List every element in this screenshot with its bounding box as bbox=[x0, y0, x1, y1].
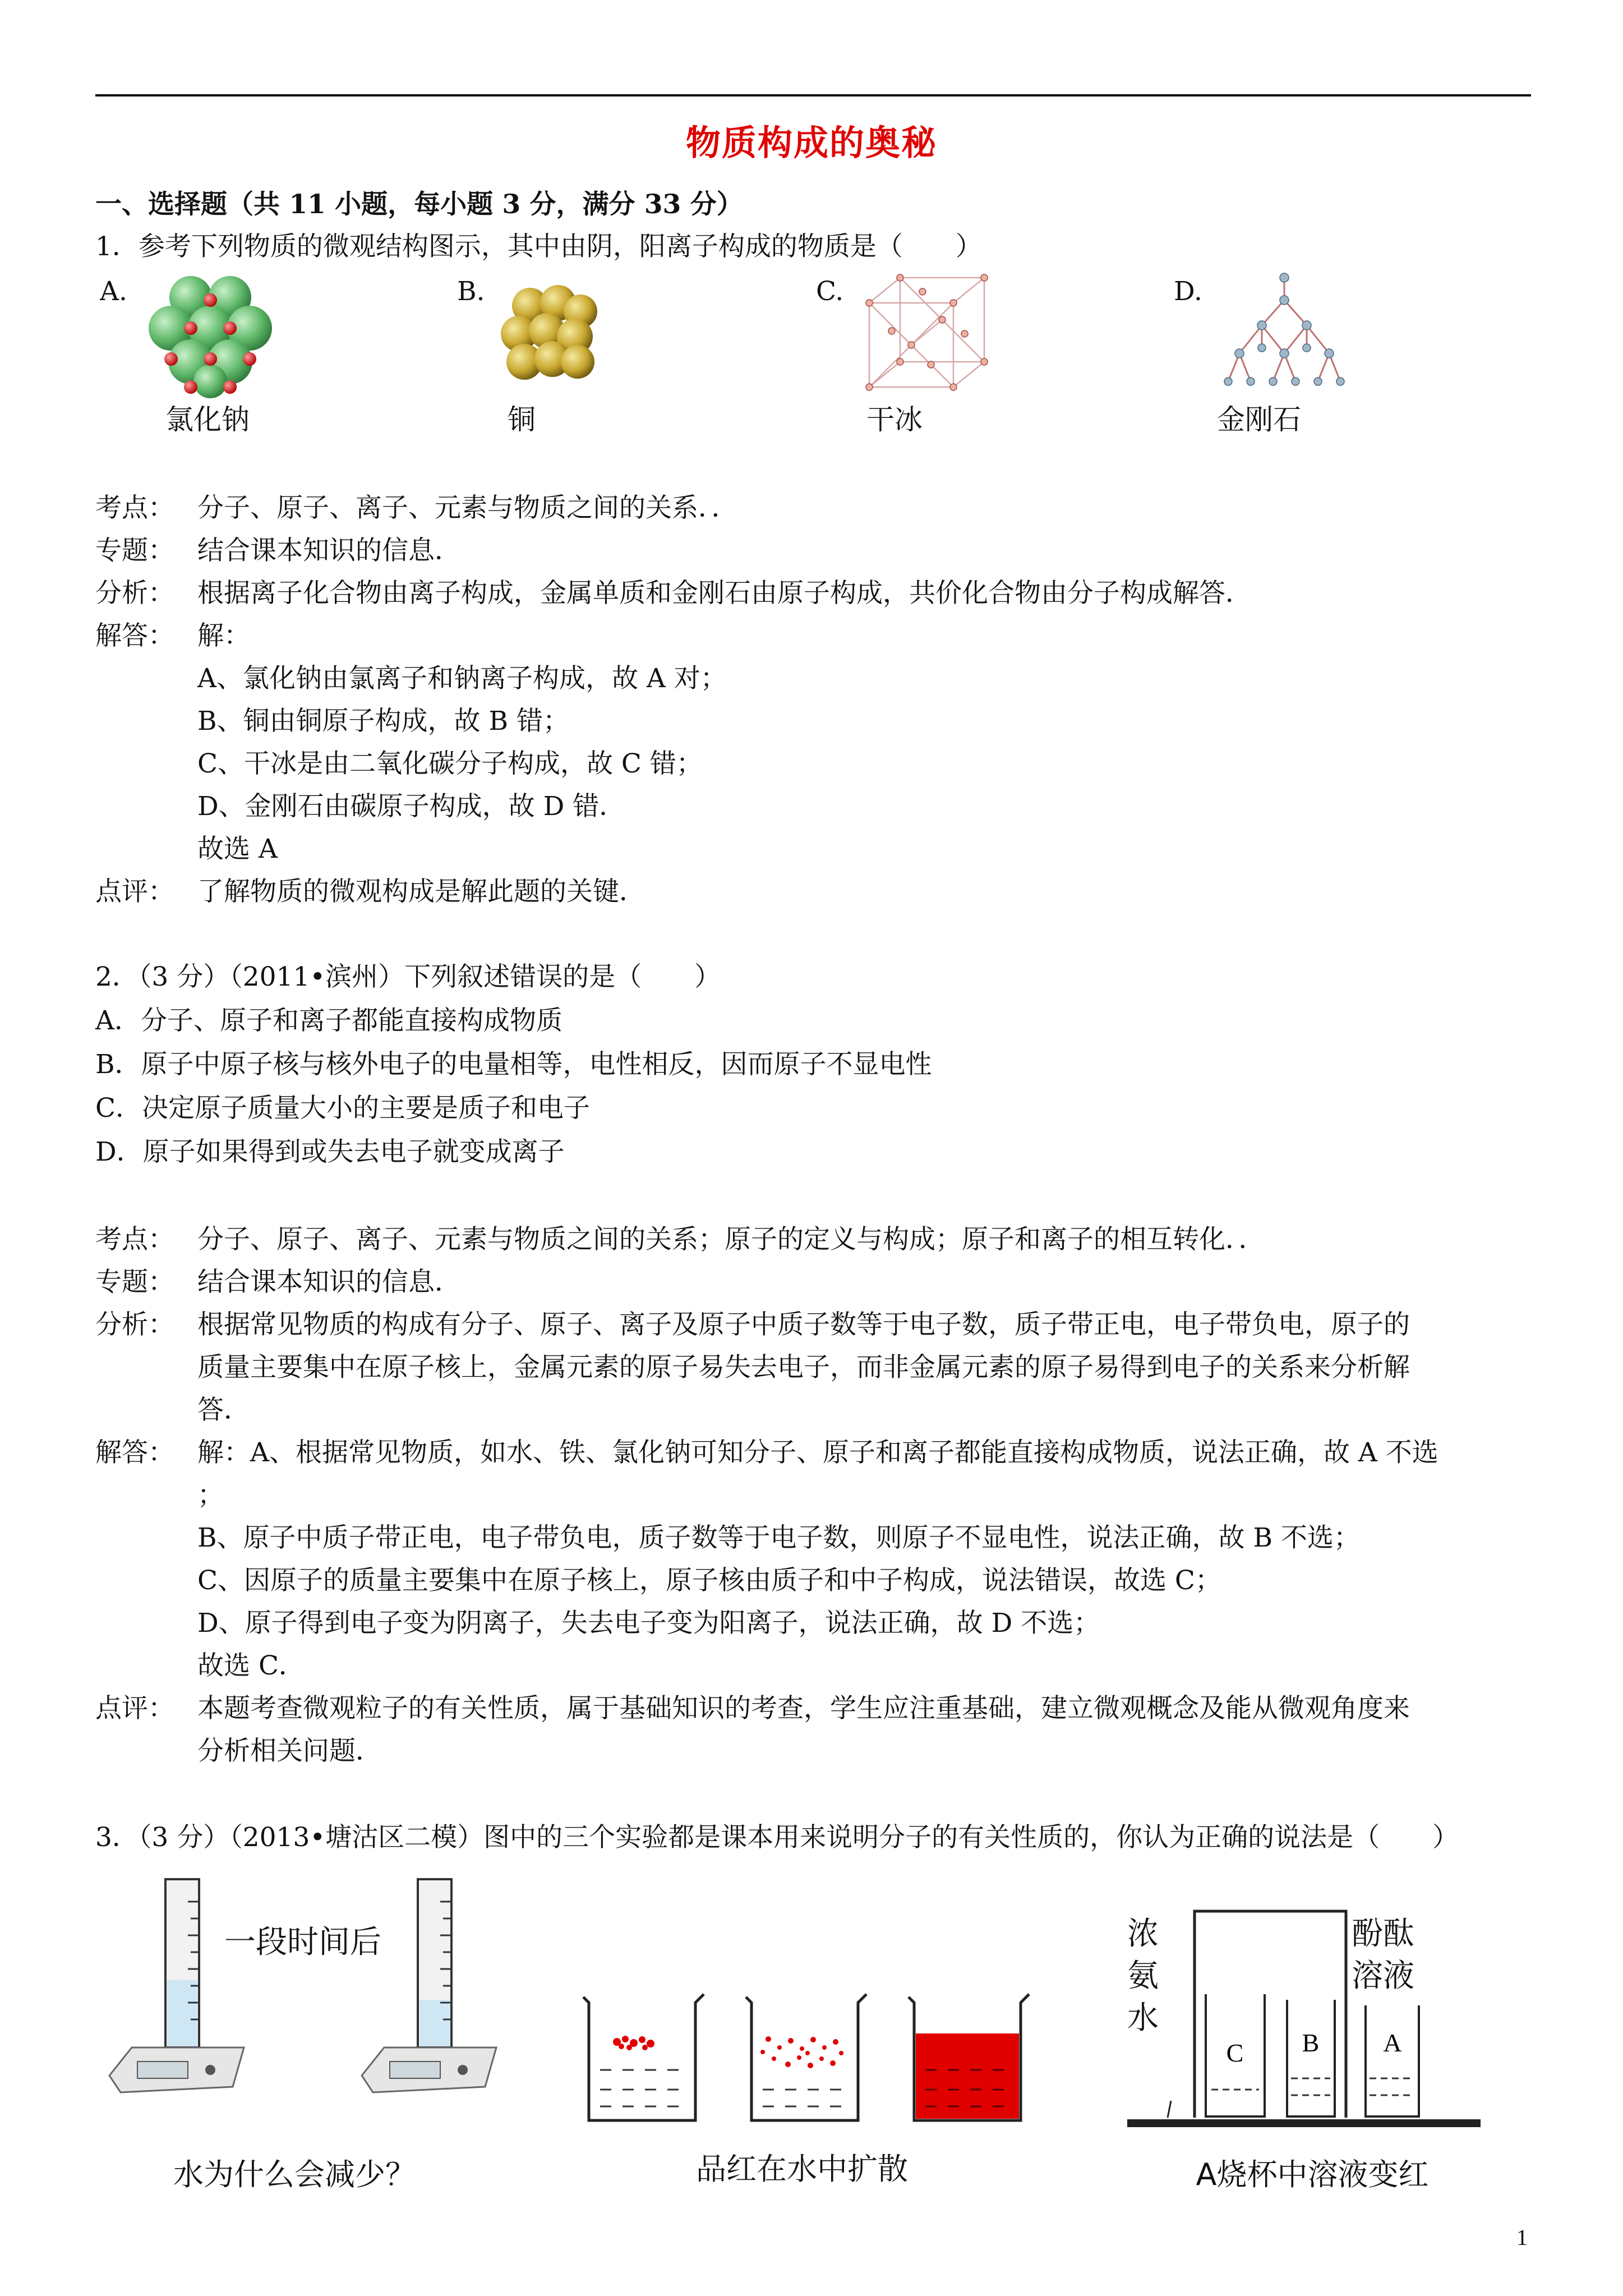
q2-zhuanti-label: 专题： bbox=[95, 1267, 174, 1297]
q1-option-a-letter: A. bbox=[100, 276, 127, 307]
q1-zhuanti-label: 专题： bbox=[95, 535, 174, 566]
sodium-chloride-structure-image bbox=[146, 275, 280, 398]
cylinder-on-balance-left bbox=[109, 1879, 244, 2092]
q1-option-c-letter: C. bbox=[816, 276, 844, 307]
fig2-caption: 品红在水中扩散 bbox=[696, 2151, 908, 2187]
q2-fenxi-label: 分析： bbox=[95, 1309, 174, 1340]
copper-structure-image bbox=[499, 286, 600, 381]
q2-option-d: D．原子如果得到或失去电子就变成离子 bbox=[95, 1137, 565, 1167]
q2-dianping-line: 本题考查微观粒子的有关性质，属于基础知识的考查，学生应注重基础，建立微观概念及能从微观角度来 bbox=[197, 1693, 1410, 1724]
q1-dianping: 了解物质的微观构成是解此题的关键． bbox=[197, 876, 645, 907]
q1-option-b-letter: B. bbox=[457, 276, 485, 307]
beaker-1 bbox=[583, 1994, 704, 2120]
fig1-note: 一段时间后 bbox=[224, 1924, 381, 1961]
diffusion-experiment-figure bbox=[578, 1986, 1066, 2132]
diamond-structure-image bbox=[1217, 269, 1352, 398]
q2-dianping-label: 点评： bbox=[95, 1693, 174, 1724]
q2-jieda-line: B、原子中质子带正电，电子带负电，质子数等于电子数，则原子不显电性，说法正确，故 B 不选； bbox=[197, 1522, 1360, 1553]
q1-kaodian: 分子、原子、离子、元素与物质之间的关系．． bbox=[197, 493, 738, 523]
q2-kaodian-label: 考点： bbox=[95, 1224, 174, 1255]
q2-fenxi-line: 质量主要集中在原子核上，金属元素的原子易失去电子，而非金属元素的原子易得到电子的关系来分析解 bbox=[197, 1352, 1410, 1383]
beaker-a-label: A bbox=[1383, 2028, 1402, 2057]
q2-dianping-line: 分析相关问题． bbox=[197, 1736, 382, 1766]
evaporation-experiment-figure bbox=[98, 1868, 547, 2109]
q2-option-a: A．分子、原子和离子都能直接构成物质 bbox=[95, 1005, 562, 1036]
fig1-caption: 水为什么会减少？ bbox=[173, 2157, 416, 2192]
q2-option-c: C．决定原子质量大小的主要是质子和电子 bbox=[95, 1093, 590, 1124]
q2-kaodian: 分子、原子、离子、元素与物质之间的关系；原子的定义与构成；原子和离子的相互转化．． bbox=[197, 1224, 1265, 1255]
q1-option-b-caption: 铜 bbox=[508, 403, 536, 436]
q2-fenxi-line: 根据常见物质的构成有分子、原子、离子及原子中质子数等于电子数，质子带正电，电子带负电，原子的 bbox=[197, 1309, 1410, 1340]
beaker-a bbox=[1366, 2005, 1419, 2116]
q2-jieda-line: C、因原子的质量主要集中在原子核上，原子核由质子和中子构成，说法错误，故选 C； bbox=[197, 1565, 1221, 1596]
q1-zhuanti: 结合课本知识的信息． bbox=[197, 535, 461, 566]
q1-jieda-line: 解： bbox=[197, 620, 250, 651]
ammonia-phenolphthalein-figure bbox=[1127, 1904, 1481, 2129]
q1-option-d-letter: D. bbox=[1174, 276, 1202, 307]
q2-stem: 2．（3 分）（2011•滨州）下列叙述错误的是（ ） bbox=[95, 961, 721, 992]
phenolphthalein-label-line: 酚酞 bbox=[1352, 1916, 1414, 1952]
beaker-b-label: B bbox=[1302, 2028, 1320, 2057]
fig3-caption: A烧杯中溶液变红 bbox=[1196, 2157, 1429, 2192]
beaker-3 bbox=[909, 1994, 1029, 2120]
section-heading: 一、选择题（共 11 小题，每小题 3 分，满分 33 分） bbox=[95, 189, 743, 220]
page-title: 物质构成的奥秘 bbox=[685, 122, 937, 163]
dry-ice-structure-image bbox=[858, 269, 993, 398]
q2-fenxi-line: 答． bbox=[197, 1395, 250, 1425]
q1-fenxi: 根据离子化合物由离子构成，金属单质和金刚石由原子构成，共价化合物由分子构成解答． bbox=[197, 578, 1252, 609]
q1-jieda-line: D、金刚石由碳原子构成，故 D 错． bbox=[197, 791, 626, 822]
q1-fenxi-label: 分析： bbox=[95, 578, 174, 609]
q1-jieda-line: C、干冰是由二氧化碳分子构成，故 C 错； bbox=[197, 748, 703, 779]
q2-option-b: B．原子中原子核与核外电子的电量相等，电性相反，因而原子不显电性 bbox=[95, 1049, 932, 1080]
q1-stem: 1．参考下列物质的微观结构图示，其中由阴，阳离子构成的物质是（ ） bbox=[95, 231, 982, 262]
phenolphthalein-label-line: 溶液 bbox=[1352, 1958, 1414, 1994]
q1-kaodian-label: 考点： bbox=[95, 493, 174, 523]
beaker-c-label: C bbox=[1226, 2039, 1244, 2067]
q1-jieda-line: 故选 A bbox=[197, 834, 278, 864]
ammonia-label-char: 水 bbox=[1127, 2000, 1159, 2036]
q1-option-a-caption: 氯化钠 bbox=[165, 403, 250, 436]
q1-dianping-label: 点评： bbox=[95, 876, 174, 907]
q1-jieda-line: B、铜由铜原子构成，故 B 错； bbox=[197, 706, 569, 737]
q3-stem: 3．（3 分）（2013•塘沽区二模）图中的三个实验都是课本用来说明分子的有关性质的，你认为正确的说法是（ ） bbox=[95, 1822, 1459, 1853]
q1-jieda-line: A、氯化钠由氯离子和钠离子构成，故 A 对； bbox=[197, 663, 727, 694]
ammonia-label-char: 浓 bbox=[1127, 1916, 1159, 1952]
q1-jieda-label: 解答： bbox=[95, 620, 174, 651]
beaker-b bbox=[1287, 2000, 1335, 2116]
top-rule bbox=[95, 94, 1531, 96]
ammonia-label-char: 氨 bbox=[1127, 1958, 1159, 1994]
q1-option-c-caption: 干冰 bbox=[866, 403, 923, 436]
q2-zhuanti: 结合课本知识的信息． bbox=[197, 1267, 461, 1297]
cylinder-on-balance-right bbox=[362, 1879, 496, 2092]
q2-jieda-line: 解：A、根据常见物质，如水、铁、氯化钠可知分子、原子和离子都能直接构成物质，说法正确，故 A 不选 bbox=[197, 1437, 1438, 1468]
q2-jieda-label: 解答： bbox=[95, 1437, 174, 1468]
q1-option-d-caption: 金刚石 bbox=[1217, 403, 1301, 436]
q2-jieda-line: D、原子得到电子变为阴离子，失去电子变为阳离子，说法正确，故 D 不选； bbox=[197, 1608, 1100, 1639]
q2-jieda-line: 故选 C． bbox=[197, 1650, 305, 1681]
q2-jieda-line: ； bbox=[197, 1480, 224, 1511]
page-number: 1 bbox=[1516, 2225, 1528, 2250]
beaker-2 bbox=[746, 1994, 866, 2120]
